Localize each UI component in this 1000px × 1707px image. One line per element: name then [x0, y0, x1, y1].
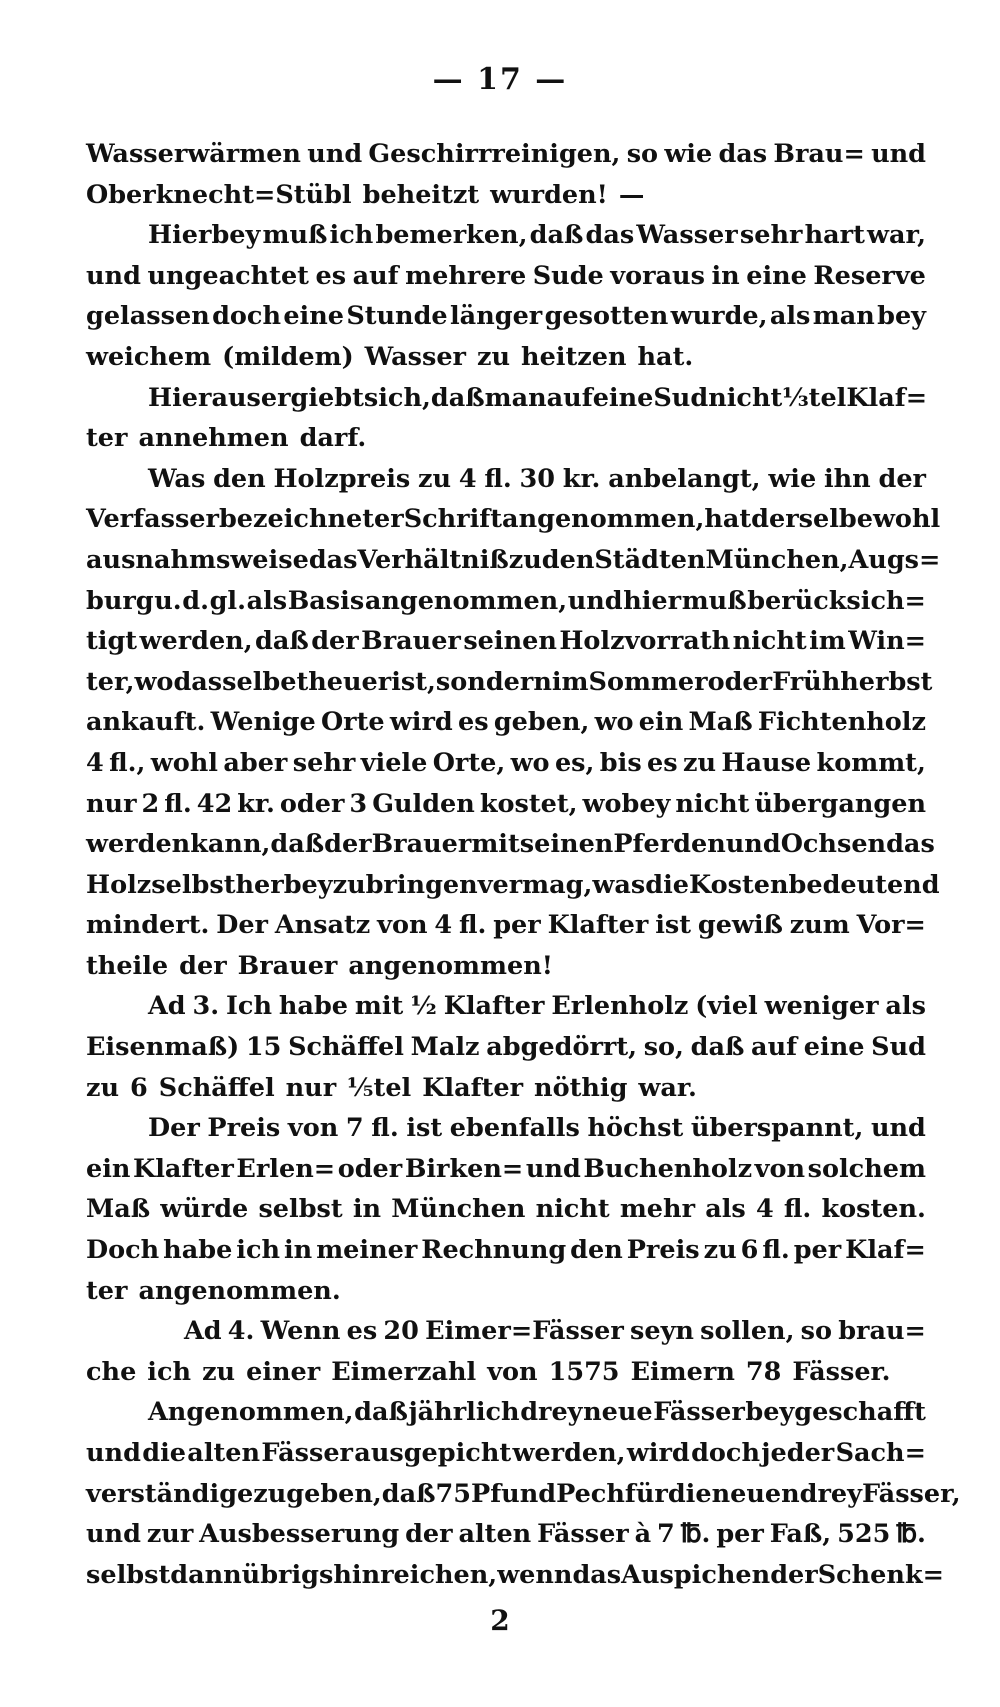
- text-line: che ich zu einer Eimerzahl von 1575 Eimern 78 Fässer.: [86, 1356, 891, 1387]
- text-line: ter annehmen darf.: [86, 423, 367, 454]
- text-line: verständige zugeben, daß 75 Pfund Pech für die neuen drey Fässer,: [86, 1478, 961, 1509]
- text-line: weichem (mildem) Wasser zu heitzen hat.: [86, 341, 694, 372]
- body-text: [86, 134, 961, 1595]
- printer-signature-mark: 2: [490, 1604, 510, 1637]
- text-line: ankauft. Wenige Orte wird es geben, wo ein Maß Fichtenholz: [86, 707, 926, 738]
- text-line: ein Klafter Erlen= oder Birken= und Buchenholz von solchem: [86, 1153, 926, 1184]
- text-line: Verfasser bezeichneter Schrift angenommen, hat derselbe wohl: [86, 504, 941, 535]
- text-line: zu 6 Schäffel nur ⅕tel Klafter nöthig war.: [86, 1072, 697, 1103]
- text-line: Ad 4. Wenn es 20 Eimer=Fässer seyn sollen, so brau=: [184, 1316, 926, 1347]
- text-line: Maß würde selbst in München nicht mehr als 4 fl. kosten.: [86, 1194, 926, 1225]
- text-line: Hierbey muß ich bemerken, daß das Wasser sehr hart war,: [148, 220, 926, 251]
- text-line: selbst dann übrigs hinreichen, wenn das Auspichen der Schenk=: [86, 1559, 944, 1590]
- text-line: und die alten Fässer ausgepicht werden, wird doch jeder Sach=: [86, 1438, 926, 1468]
- text-line: und zur Ausbesserung der alten Fässer à 7 ℔. per Faß, 525 ℔.: [86, 1519, 926, 1550]
- text-line: 4 fl., wohl aber sehr viele Orte, wo es, bis es zu Hause kommt,: [86, 747, 926, 778]
- text-line: Oberknecht=Stübl beheitzt wurden! —: [86, 179, 645, 210]
- text-line: und ungeachtet es auf mehrere Sude voraus in eine Reserve: [86, 260, 926, 291]
- text-line: Ad 3. Ich habe mit ½ Klafter Erlenholz (viel weniger als: [148, 991, 926, 1022]
- text-line: gelassen doch eine Stunde länger gesotten wurde, als man bey: [86, 301, 926, 332]
- text-line: Doch habe ich in meiner Rechnung den Preis zu 6 fl. per Klaf=: [86, 1235, 926, 1266]
- text-line: Eisenmaß) 15 Schäffel Malz abgedörrt, so, daß auf eine Sud: [86, 1032, 926, 1063]
- text-line: Wasserwärmen und Geschirrreinigen, so wie das Brau= und: [86, 139, 926, 169]
- text-line: Was den Holzpreis zu 4 fl. 30 kr. anbelangt, wie ihn der: [148, 463, 926, 494]
- text-line: Holz selbst herbeyzubringen vermag, was die Kosten bedeutend: [86, 869, 940, 900]
- text-line: Hieraus ergiebt sich, daß man auf eine Sud nicht ⅓tel Klaf=: [148, 382, 928, 413]
- text-line: werden kann, daß der Brauer mit seinen Pferden und Ochsen das: [86, 829, 935, 860]
- text-line: burg u. d. gl. als Basis angenommen, und hier muß berücksich=: [86, 585, 926, 616]
- text-line: theile der Brauer angenommen!: [86, 950, 553, 981]
- text-line: Angenommen, daß jährlich drey neue Fässer beygeschafft: [148, 1397, 926, 1428]
- text-line: ter angenommen.: [86, 1275, 341, 1306]
- text-line: tigt werden, daß der Brauer seinen Holzvorrath nicht im Win=: [86, 626, 926, 657]
- text-line: ausnahmsweise das Verhältniß zu den Städten München, Augs=: [86, 544, 941, 575]
- text-line: ter, wo dasselbe theuer ist, sondern im Sommer oder Frühherbst: [86, 666, 933, 697]
- text-line: Der Preis von 7 fl. ist ebenfalls höchst überspannt, und: [148, 1113, 926, 1144]
- text-line: mindert. Der Ansatz von 4 fl. per Klafter ist gewiß zum Vor=: [86, 910, 926, 941]
- text-line: nur 2 fl. 42 kr. oder 3 Gulden kostet, wobey nicht übergangen: [86, 788, 926, 819]
- page-number: — 17 —: [432, 62, 568, 97]
